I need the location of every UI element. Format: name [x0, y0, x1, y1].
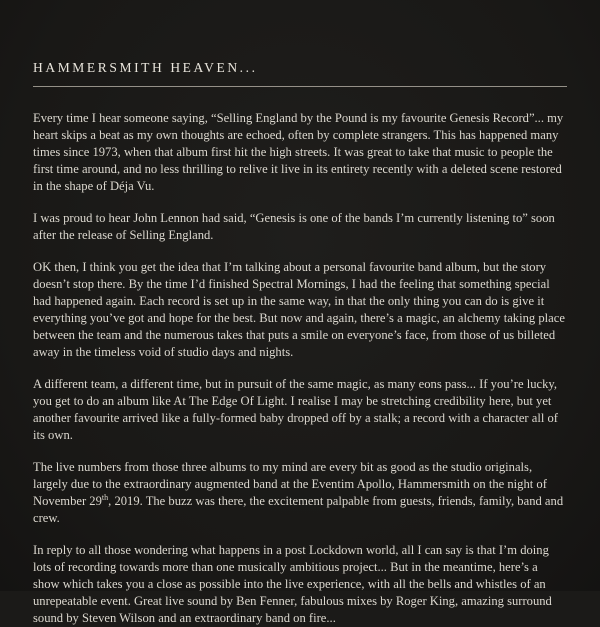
- paragraph-5-text: The live numbers from those three albums to my mind are every bit as good as the studio originals, largely due to the extraordinary augmented band at the Eventim Apollo, Hammersmith on the night of November 29: [33, 460, 547, 508]
- paragraph-4: A different team, a different time, but in pursuit of the same magic, as many eons pass... If you’re lucky, you get to do an album like At The Edge Of Light. I realise I may be stretching credibility here, but yet another favourite arrived like a fully-formed baby dropped off by a stalk; a record with a character all of its own.: [33, 377, 558, 442]
- paragraph-5-text-end: , 2019. The buzz was there, the excitement palpable from guests, friends, family, band and crew.: [33, 494, 564, 525]
- body-text: [33, 110, 567, 627]
- page-title: HAMMERSMITH HEAVEN...: [33, 60, 258, 75]
- ordinal-suffix: th: [101, 492, 109, 502]
- paragraph-6: In reply to all those wondering what happens in a post Lockdown world, all I can say is that I’m doing lots of recording towards more than one musically ambitious project... But in the meantime, here’s a show which takes you a close as possible into the live experience, with all the bells and whistles of an unrepeatable event. Great live sound by Ben Fenner, fabulous mixes by Roger King, amazing surround sound by Steven Wilson and an extraordinary band on fire...: [33, 543, 552, 625]
- paragraph-2: I was proud to hear John Lennon had said, “Genesis is one of the bands I’m currently listening to” soon after the release of Selling England.: [33, 211, 555, 242]
- title-divider: [33, 86, 567, 87]
- paragraph-1: Every time I hear someone saying, “Selling England by the Pound is my favourite Genesis Record”... my heart skips a beat as my own thoughts are echoed, often by complete strangers. This has happened many times since 1973, when that album first hit the high streets. It was great to take that music to people the first time around, and no less thrilling to relive it live in its entirety recently with a deleted scene restored in the shape of Déja Vu.: [33, 111, 564, 193]
- paragraph-3: OK then, I think you get the idea that I’m talking about a personal favourite band album, but the story doesn’t stop there. By the time I’d finished Spectral Mornings, I had the feeling that something special had happened again. Each record is set up in the same way, in that the only thing you can do is give it everything you’ve got and hope for the best. But now and again, there’s a magic, an alchemy taking place between the team and the numerous takes that puts a smile on everyone’s face, from those of us billeted away in the timeless void of studio days and nights.: [33, 260, 565, 359]
- paragraph-5: [33, 459, 567, 527]
